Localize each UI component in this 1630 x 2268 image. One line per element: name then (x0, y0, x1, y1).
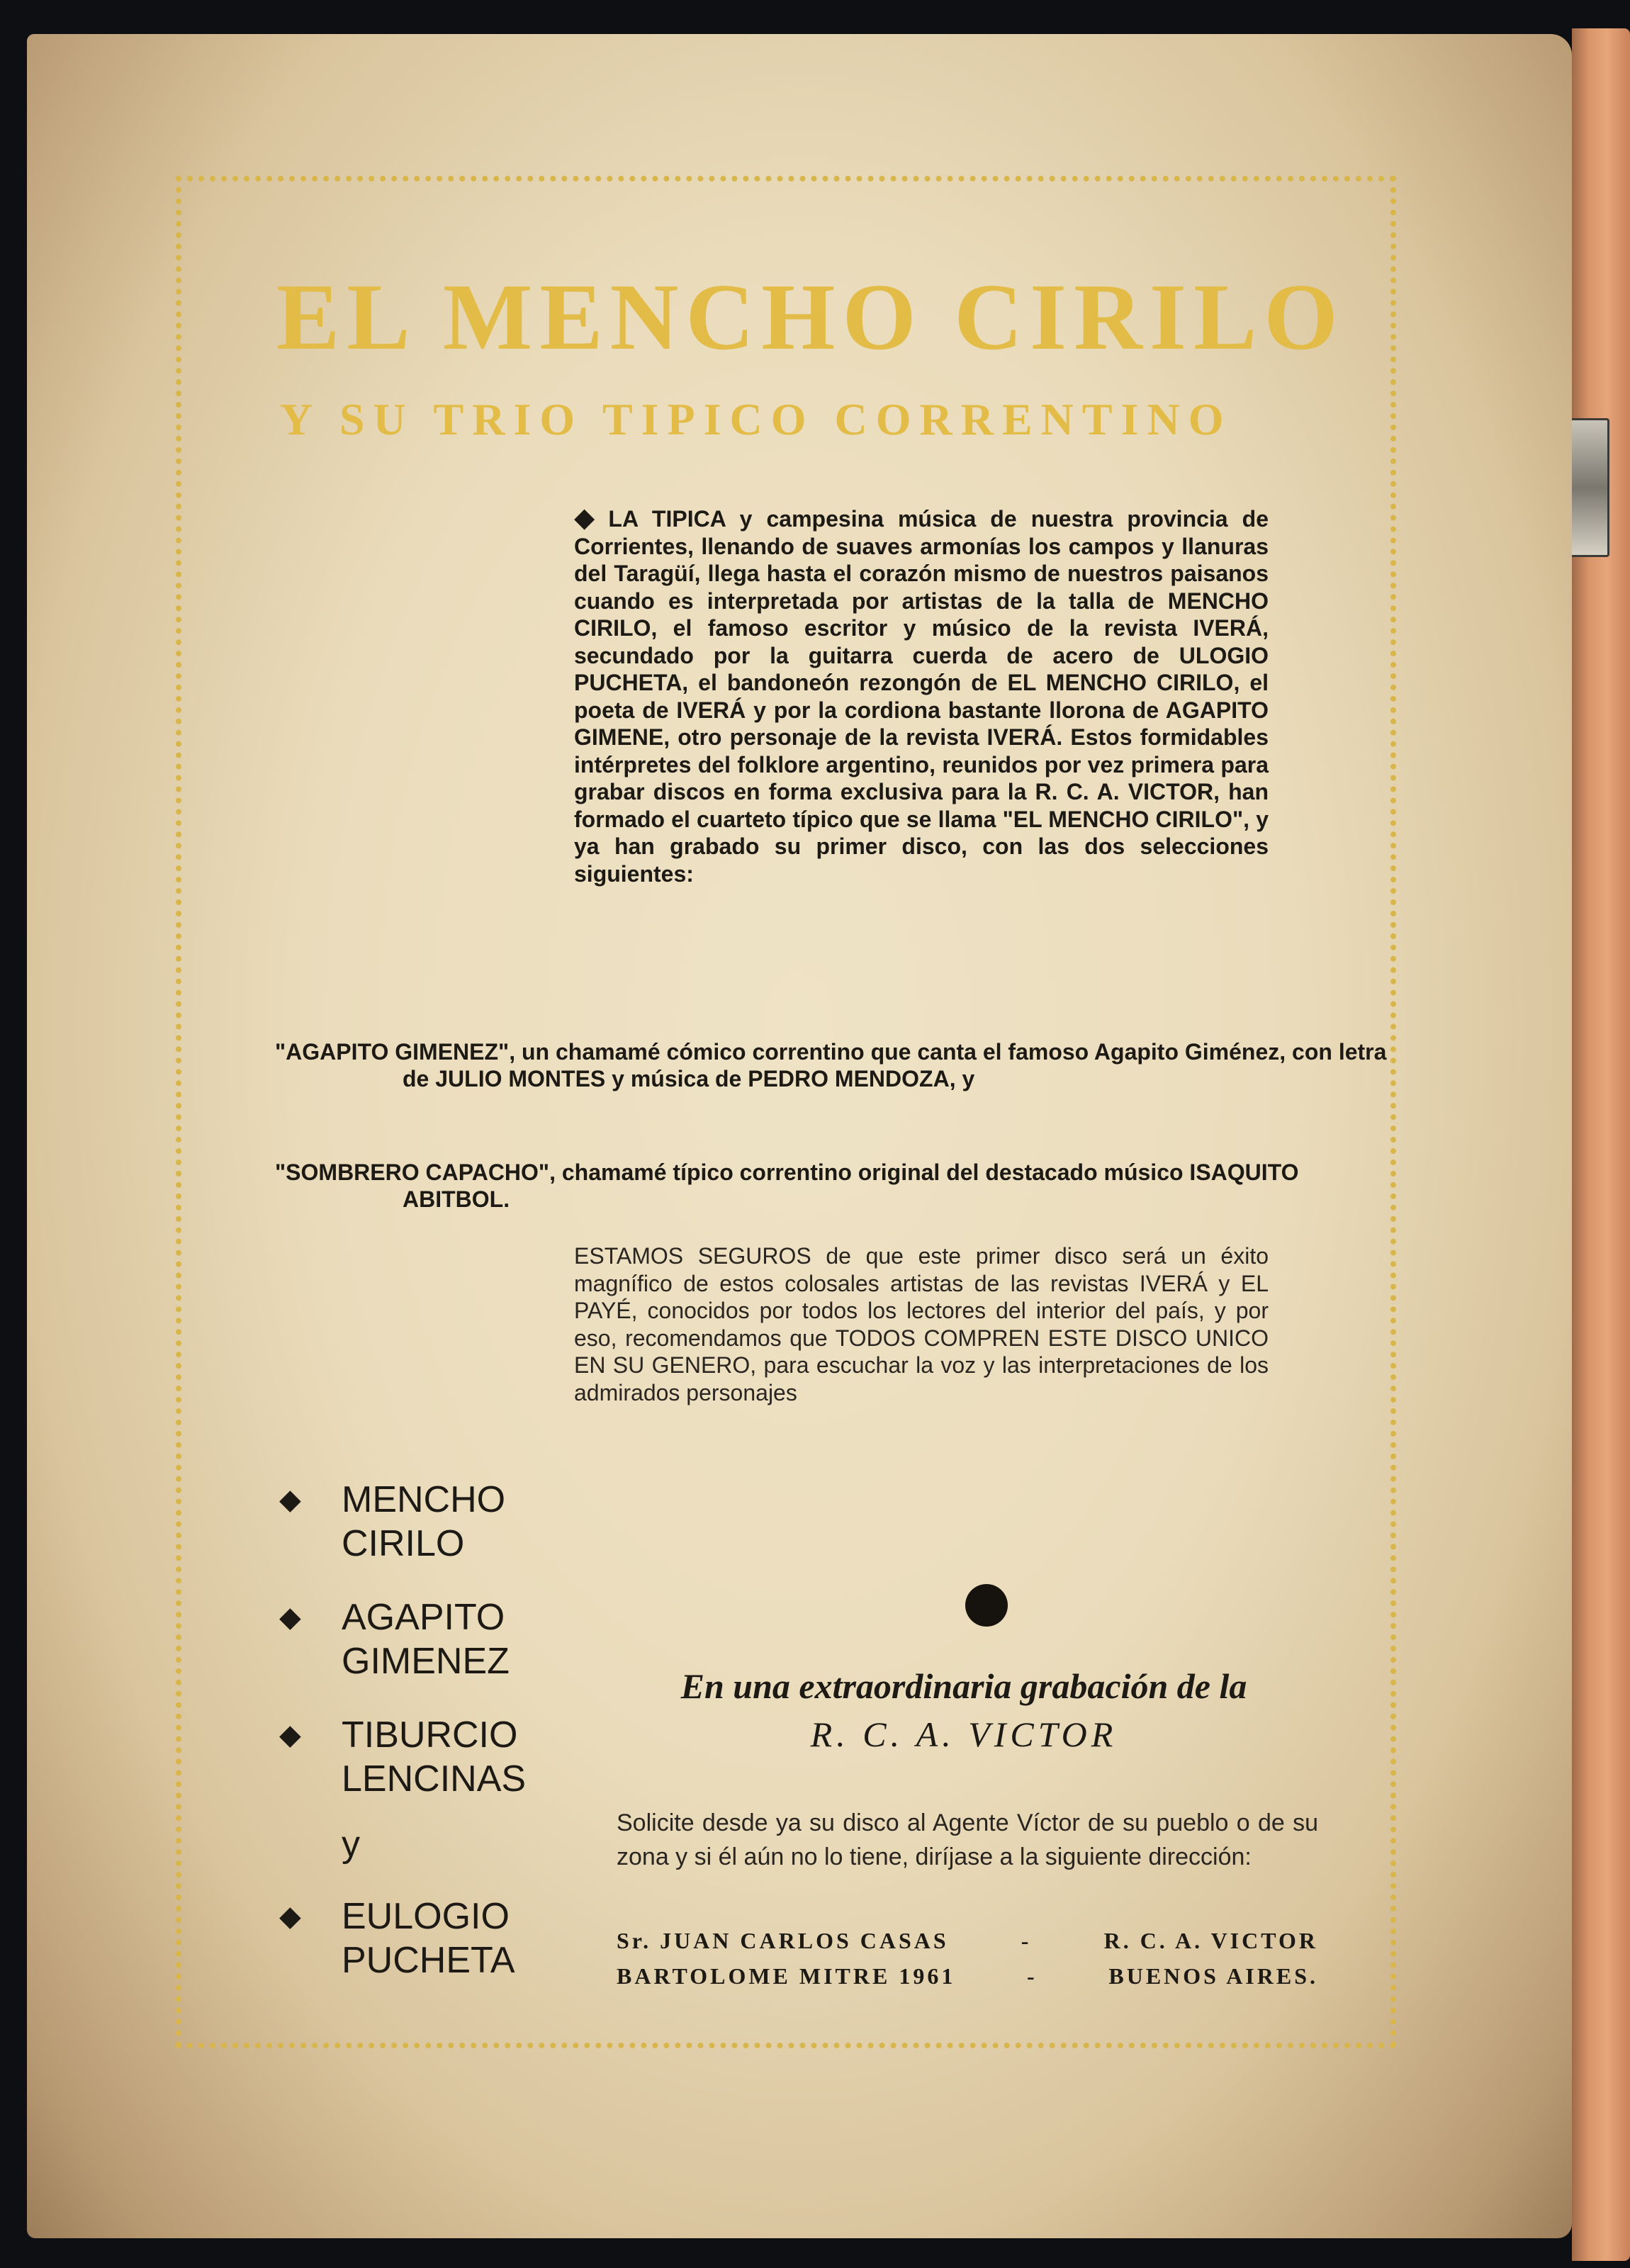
page-title: EL MENCHO CIRILO (276, 264, 1345, 369)
address-line-1 (617, 1928, 1318, 1954)
artist-item (276, 1713, 574, 1801)
artist-conjunction: y (342, 1824, 360, 1865)
artist-name-line1: EULOGIO (342, 1896, 510, 1937)
diamond-icon: ◆ (279, 1901, 301, 1932)
diamond-icon: ◆ (279, 1719, 301, 1751)
artist-name-line2: GIMENEZ (342, 1641, 510, 1682)
agent-name: Sr. JUAN CARLOS CASAS (617, 1928, 949, 1953)
artist-name-line1: TIBURCIO (342, 1714, 518, 1756)
street-address: BARTOLOME MITRE 1961 (617, 1963, 956, 1989)
artist-list (276, 1478, 574, 2012)
artist-name-line2: PUCHETA (342, 1940, 515, 1981)
binding-spine (1572, 28, 1630, 2261)
artist-name-line2: LENCINAS (342, 1758, 527, 1800)
bullet-dot-icon (965, 1584, 1008, 1627)
song-entry-agapito: "AGAPITO GIMENEZ", un chamamé cómico correntino que canta el famoso Agapito Giménez, con letra de JULIO MONTES y música de PEDRO MENDOZA, y (275, 1039, 1387, 1091)
company-name: R. C. A. VICTOR (1103, 1928, 1318, 1953)
artist-name-line1: AGAPITO (342, 1597, 505, 1638)
intro-text: LA TIPICA y campesina música de nuestra provincia de Corrientes, llenando de suaves armonías los campos y llanuras del Taragüí, llega hasta el corazón mismo de nuestros paisanos cuando es interpretada por artistas de la talla de MENCHO CIRILO, el famoso escritor y músico de la revista IVERÁ, secundado por la guitarra cuerda de acero de ULOGIO PUCHETA, el bandoneón rezongón de EL MENCHO CIRILO, el poeta de IVERÁ y por la cordiona bastante llorona de AGAPITO GIMENE, otro personaje de la revista IVERÁ. Estos formidables intérpretes del folklore argentino, reunidos por vez primera para grabar discos en forma exclusiva para la R. C. A. VICTOR, han formado el cuarteto típico que se llama "EL MENCHO CIRILO", y ya han grabado su primer disco, con las dos selecciones siguientes: (574, 506, 1269, 887)
artist-item (276, 1894, 574, 1982)
separator: - (1027, 1963, 1038, 1989)
artist-name-line1: MENCHO (342, 1479, 506, 1520)
artist-item (276, 1595, 574, 1683)
intro-paragraph (574, 505, 1269, 887)
diamond-icon: ◆ (279, 1602, 301, 1633)
promo-line1: En una extraordinaria grabación de la (680, 1666, 1247, 1706)
artist-item (276, 1478, 574, 1566)
contact-instructions: Solicite desde ya su disco al Agente Víctor de su pueblo o de su zona y si él aún no lo tiene, diríjase a la siguiente dirección: (617, 1809, 1318, 1870)
page-subtitle: Y SU TRIO TIPICO CORRENTINO (280, 394, 1232, 444)
diamond-icon: ◆ (279, 1484, 301, 1515)
promo-line2: R. C. A. VICTOR (810, 1714, 1118, 1754)
separator: - (1021, 1928, 1032, 1953)
diamond-icon: ◆ (574, 503, 603, 533)
city: BUENOS AIRES. (1108, 1963, 1318, 1989)
song-entry-sombrero: "SOMBRERO CAPACHO", chamamé típico correntino original del destacado músico ISAQUITO ABITBOL. (275, 1160, 1299, 1212)
artist-name-line2: CIRILO (342, 1523, 465, 1564)
closing-paragraph: ESTAMOS SEGUROS de que este primer disco será un éxito magnífico de estos colosales artistas de las revistas IVERÁ y EL PAYÉ, conocidos por todos los lectores del interior del país, y por eso, recomendamos que TODOS COMPREN ESTE DISCO UNICO EN SU GENERO, para escuchar la voz y las interpretaciones de los admirados personajes (574, 1243, 1269, 1405)
rca-promo (609, 1662, 1318, 1758)
address-line-2 (617, 1963, 1318, 1989)
